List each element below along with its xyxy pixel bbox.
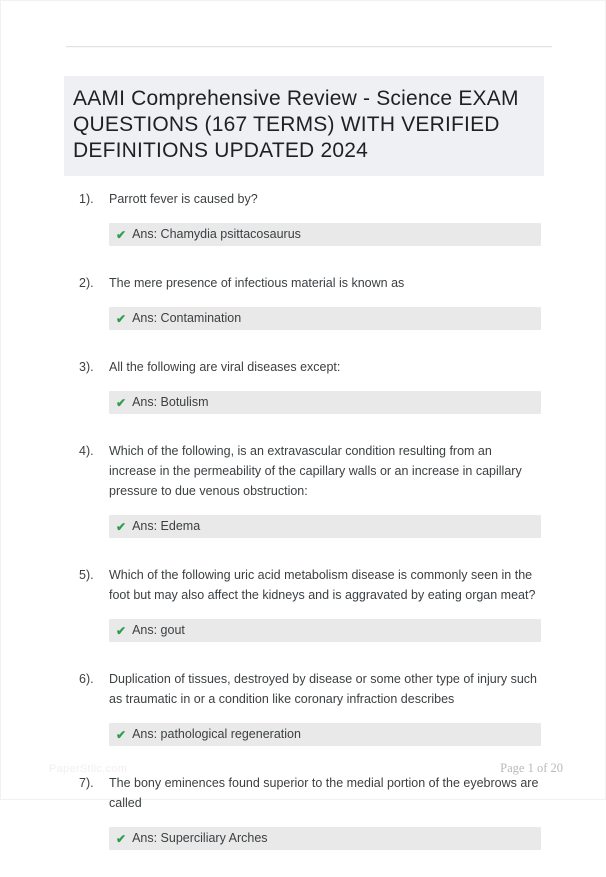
answer-box — [109, 723, 541, 746]
question-number: 4). — [79, 444, 94, 458]
question-text: Parrott fever is caused by? — [109, 192, 258, 206]
answer-text: Ans: gout — [132, 623, 185, 637]
answer-text: Ans: Edema — [132, 519, 201, 533]
question-number: 6). — [79, 672, 94, 686]
answer-text: Ans: Botulism — [132, 395, 209, 409]
checkmark-icon: ✔ — [116, 311, 127, 326]
answer-box — [109, 515, 541, 538]
checkmark-icon: ✔ — [116, 727, 127, 742]
watermark-text: PaperStllc.com — [49, 763, 128, 775]
question-item — [79, 273, 541, 330]
question-text: All the following are viral diseases except: — [109, 360, 341, 374]
answer-text: Ans: Chamydia psittacosaurus — [132, 227, 301, 241]
questions-list — [79, 189, 541, 877]
question-text: Duplication of tissues, destroyed by disease or some other type of injury such as traumatic in or a condition like coronary infraction describes — [109, 672, 537, 706]
question-number: 3). — [79, 360, 94, 374]
answer-text: Ans: pathological regeneration — [132, 727, 301, 741]
question-item — [79, 189, 541, 246]
question-item — [79, 441, 541, 538]
question-text: The mere presence of infectious material is known as — [109, 276, 405, 290]
answer-box — [109, 307, 541, 330]
answer-box — [109, 223, 541, 246]
question-text: Which of the following uric acid metabolism disease is commonly seen in the foot but may also affect the kidneys and is aggravated by eating organ meat? — [109, 568, 536, 602]
checkmark-icon: ✔ — [116, 831, 127, 846]
answer-box — [109, 391, 541, 414]
checkmark-icon: ✔ — [116, 227, 127, 242]
answer-text: Ans: Superciliary Arches — [132, 831, 268, 845]
question-number: 1). — [79, 192, 94, 206]
page-number: Page 1 of 20 — [500, 761, 563, 775]
answer-text: Ans: Contamination — [132, 311, 242, 325]
answer-box — [109, 827, 541, 850]
document-title: AAMI Comprehensive Review - Science EXAM QUESTIONS (167 TERMS) WITH VERIFIED DEFINITIONS UPDATED 2024 — [64, 76, 544, 176]
header-divider — [66, 46, 552, 47]
question-number: 7). — [79, 776, 94, 790]
question-item — [79, 357, 541, 414]
answer-box — [109, 619, 541, 642]
question-item — [79, 565, 541, 642]
checkmark-icon: ✔ — [116, 519, 127, 534]
question-item — [79, 669, 541, 746]
question-text: The bony eminences found superior to the medial portion of the eyebrows are called — [109, 776, 539, 810]
question-number: 5). — [79, 568, 94, 582]
question-number: 2). — [79, 276, 94, 290]
question-item — [79, 773, 541, 850]
checkmark-icon: ✔ — [116, 623, 127, 638]
checkmark-icon: ✔ — [116, 395, 127, 410]
question-text: Which of the following, is an extravascular condition resulting from an increase in the permeability of the capillary walls or an increase in capillary pressure to due venous obstruction: — [109, 444, 522, 498]
